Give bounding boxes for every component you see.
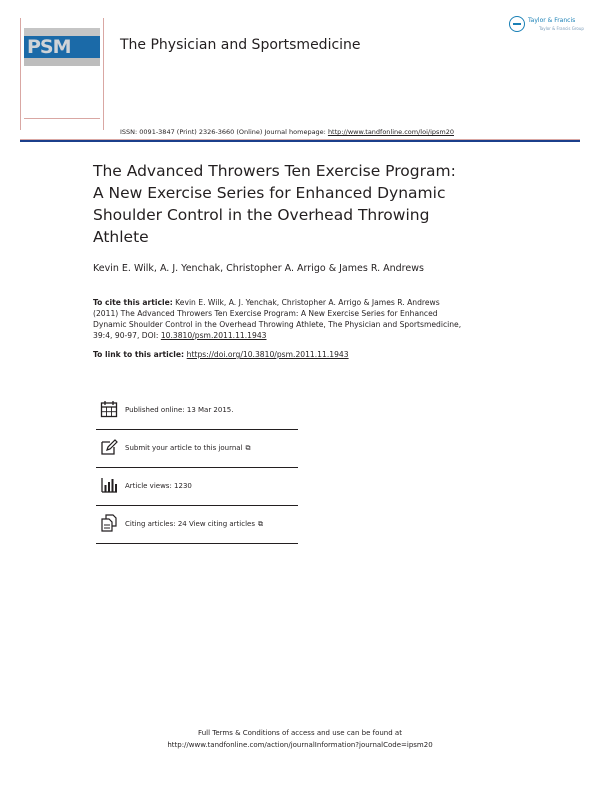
- title-line: A New Exercise Series for Enhanced Dynamic: [93, 184, 446, 202]
- journal-cover-thumbnail: [20, 18, 104, 130]
- article-views: Article views: 1230: [125, 482, 192, 490]
- footer-terms-url[interactable]: http://www.tandfonline.com/action/journalInformation?journalCode=ipsm20: [167, 741, 433, 749]
- publisher-logo-icon: [509, 16, 525, 32]
- publisher-logo-sub: Taylor & Francis Group: [539, 26, 584, 31]
- header-rule-blue: [20, 140, 580, 142]
- published-row: [96, 394, 298, 430]
- article-authors: Kevin E. Wilk, A. J. Yenchak, Christopher A. Arrigo & James R. Andrews: [93, 263, 424, 274]
- cover-grey-band: [24, 58, 100, 66]
- citation-text-4: 39:4, 90-97, DOI:: [93, 331, 161, 340]
- external-link-icon: ⧉: [245, 444, 251, 452]
- cover-logo: PSM: [27, 36, 71, 58]
- citing-articles-link[interactable]: [125, 520, 263, 529]
- row-divider: [96, 505, 298, 507]
- journal-homepage-link[interactable]: http://www.tandfonline.com/loi/ipsm20: [327, 128, 454, 136]
- article-doi-url[interactable]: https://doi.org/10.3810/psm.2011.11.1943: [186, 350, 349, 359]
- publisher-logo-name: Taylor & Francis: [528, 17, 576, 24]
- row-divider: [96, 429, 298, 431]
- bar-chart-icon: [100, 476, 118, 494]
- article-title: [93, 160, 513, 248]
- citation-line-4: [93, 331, 267, 340]
- footer-terms-text: Full Terms & Conditions of access and use can be found at: [198, 729, 402, 737]
- citing-articles-label: Citing articles: 24 View citing articles: [125, 520, 255, 528]
- submit-article-link[interactable]: [125, 444, 251, 453]
- article-link-label: To link to this article:: [93, 350, 187, 359]
- citation-label: To cite this article:: [93, 298, 173, 307]
- citation-line-3: Dynamic Shoulder Control in the Overhead Throwing Athlete, The Physician and Sportsmedicine,: [93, 320, 462, 329]
- submit-row[interactable]: [96, 432, 298, 468]
- views-row: [96, 470, 298, 506]
- cover-top-band: [24, 28, 100, 36]
- title-line: Athlete: [93, 228, 149, 246]
- external-link-icon: ⧉: [257, 520, 263, 528]
- title-line: The Advanced Throwers Ten Exercise Program:: [93, 162, 456, 180]
- citation-line-1: [93, 298, 440, 307]
- row-divider: [96, 467, 298, 469]
- row-divider: [96, 543, 298, 545]
- doi-link[interactable]: 10.3810/psm.2011.11.1943: [160, 331, 267, 340]
- published-date: Published online: 13 Mar 2015.: [125, 406, 234, 414]
- title-line: Shoulder Control in the Overhead Throwing: [93, 206, 430, 224]
- issn-text: ISSN: 0091-3847 (Print) 2326-3660 (Online) Journal homepage:: [120, 128, 328, 136]
- cover-rule: [24, 118, 100, 119]
- footer: [0, 727, 600, 751]
- citing-row[interactable]: [96, 508, 298, 544]
- journal-title: The Physician and Sportsmedicine: [120, 37, 361, 53]
- citing-articles-icon: [100, 514, 118, 532]
- submit-article-label: Submit your article to this journal: [125, 444, 243, 452]
- issn-line: [120, 128, 454, 136]
- publisher-logo: [509, 14, 589, 38]
- article-link-line: [93, 350, 349, 359]
- edit-icon: [100, 438, 118, 456]
- calendar-icon: [100, 400, 118, 418]
- citation-block: [93, 297, 523, 341]
- citation-text-1: Kevin E. Wilk, A. J. Yenchak, Christopher A. Arrigo & James R. Andrews: [172, 298, 440, 307]
- citation-line-2: (2011) The Advanced Throwers Ten Exercise Program: A New Exercise Series for Enhanced: [93, 309, 438, 318]
